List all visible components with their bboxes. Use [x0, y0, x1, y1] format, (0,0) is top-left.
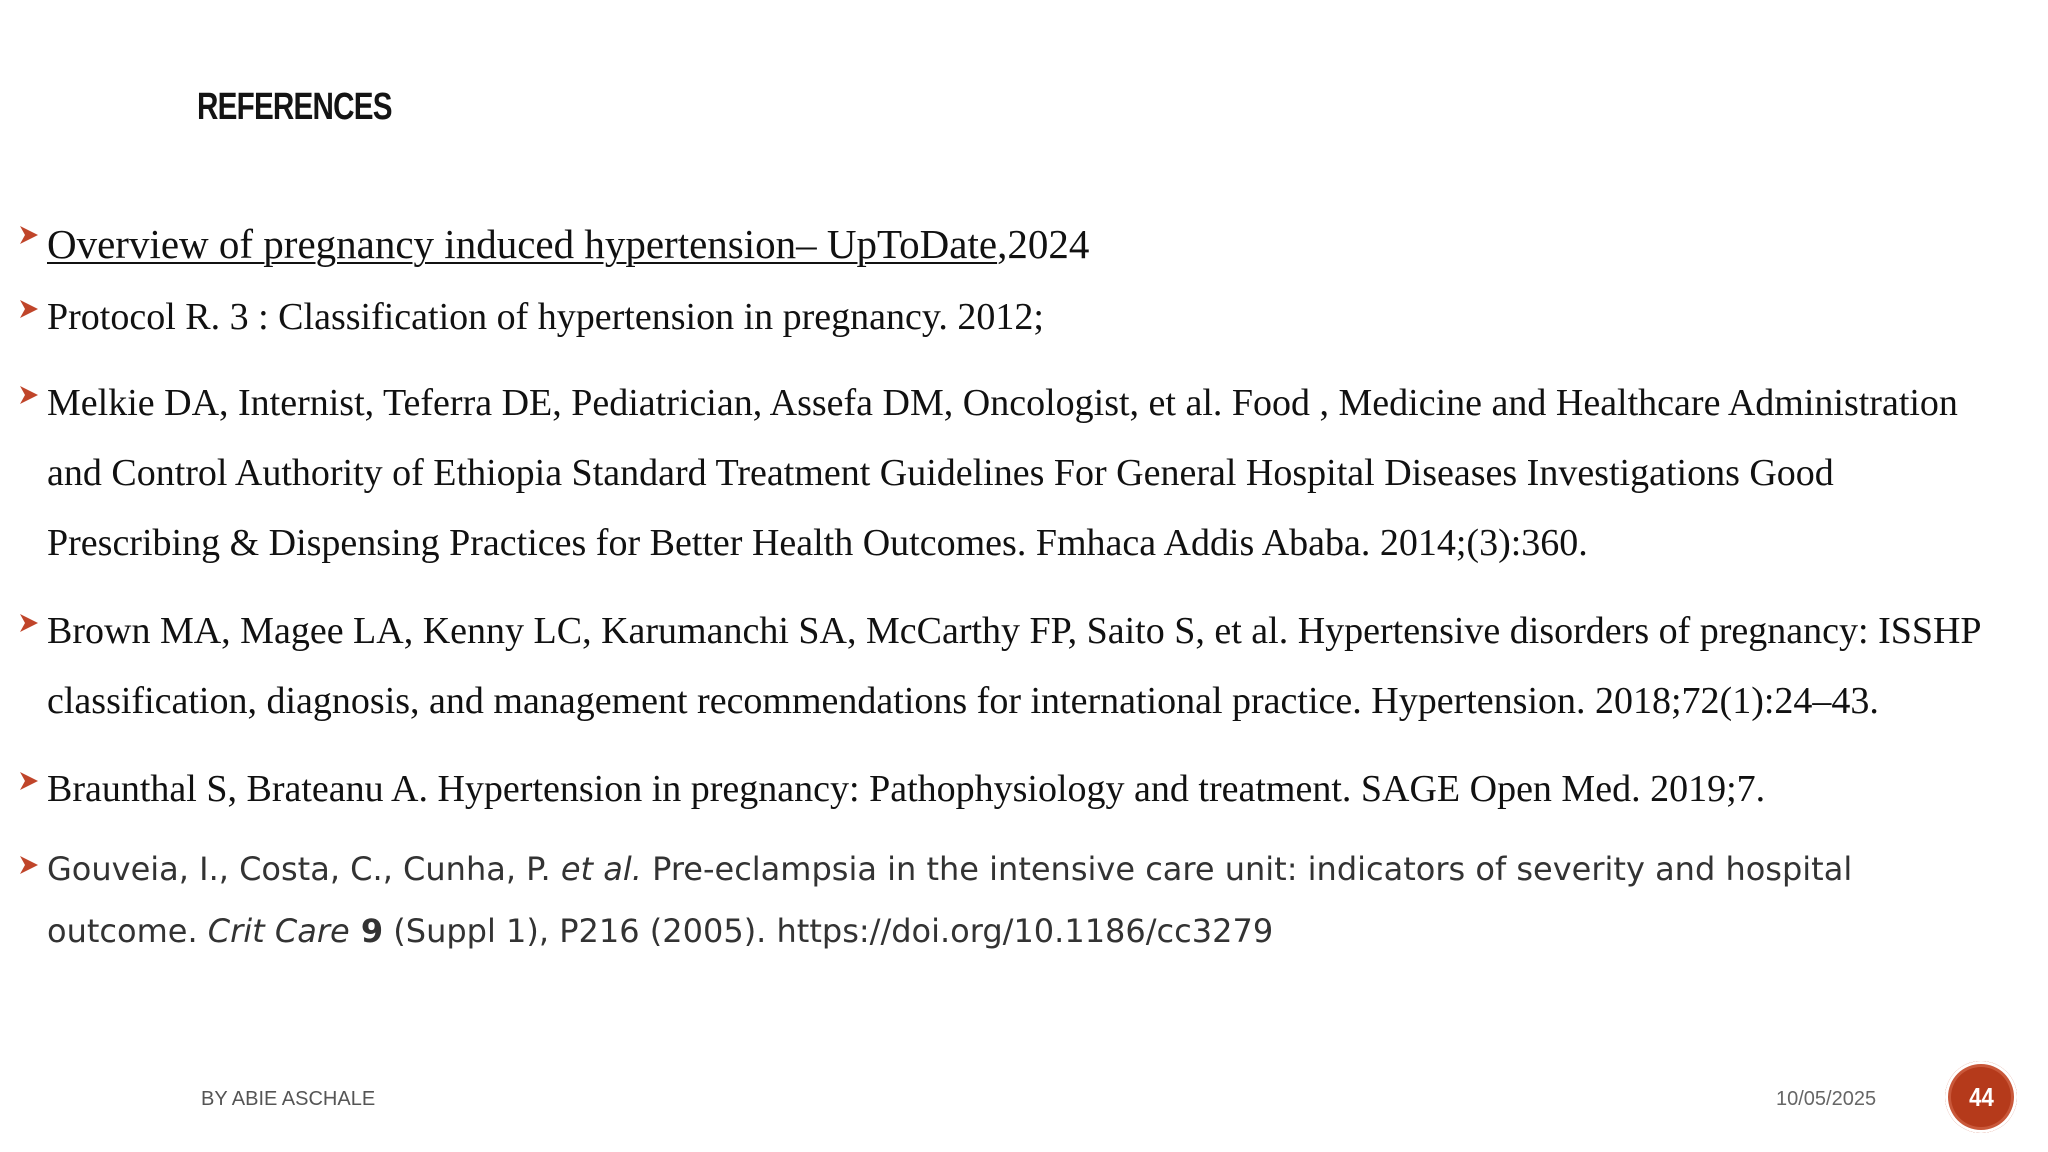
- slide-title: REFERENCES: [197, 86, 392, 128]
- footer-author: BY ABIE ASCHALE: [201, 1088, 376, 1110]
- reference-et-al: et al.: [560, 850, 642, 888]
- reference-line: classification, diagnosis, and management recommendations for international practice. Hypertension. 2018;72(1):24–43.: [47, 680, 1879, 722]
- arrow-bullet-icon: [18, 298, 46, 320]
- reference-outcome: outcome.: [47, 912, 208, 950]
- reference-text: Braunthal S, Brateanu A. Hypertension in pregnancy: Pathophysiology and treatment. SAGE Open Med. 2019;7.: [47, 768, 1766, 810]
- reference-journal: Crit Care: [207, 912, 350, 950]
- reference-line: Prescribing & Dispensing Practices for Better Health Outcomes. Fmhaca Addis Ababa. 2014;(3):360.: [47, 522, 1588, 564]
- reference-line: [47, 838, 2037, 900]
- page-number: 44: [1968, 1081, 1994, 1112]
- reference-year: ,2024: [997, 221, 1090, 267]
- arrow-bullet-icon: [18, 612, 46, 634]
- arrow-bullet-icon: [18, 384, 46, 406]
- reference-authors: Gouveia, I., Costa, C., Cunha, P.: [47, 850, 561, 888]
- page-number-badge: [1945, 1061, 2017, 1133]
- reference-text: Protocol R. 3 : Classification of hypertension in pregnancy. 2012;: [47, 296, 1044, 338]
- arrow-bullet-icon: [18, 770, 46, 792]
- reference-title: Pre-eclampsia in the intensive care unit: indicators of severity and hospital: [641, 850, 1853, 888]
- reference-line: Brown MA, Magee LA, Kenny LC, Karumanchi SA, McCarthy FP, Saito S, et al. Hypertensive disorders of pregnancy: ISSHP: [47, 610, 1982, 652]
- reference-volume: 9: [349, 912, 384, 950]
- reference-line: Melkie DA, Internist, Teferra DE, Pediatrician, Assefa DM, Oncologist, et al. Food , Medicine and Healthcare Administration: [47, 382, 1958, 424]
- uptodate-link[interactable]: Overview of pregnancy induced hypertension– UpToDate: [47, 221, 998, 267]
- reference-doi: (Suppl 1), P216 (2005). https://doi.org/10.1186/cc3279: [383, 912, 1274, 950]
- arrow-bullet-icon: [18, 854, 46, 876]
- reference-line: [47, 900, 2037, 962]
- reference-line: and Control Authority of Ethiopia Standard Treatment Guidelines For General Hospital Diseases Investigations Good: [47, 452, 1834, 494]
- footer-date: 10/05/2025: [1776, 1088, 1877, 1110]
- arrow-bullet-icon: [18, 224, 46, 246]
